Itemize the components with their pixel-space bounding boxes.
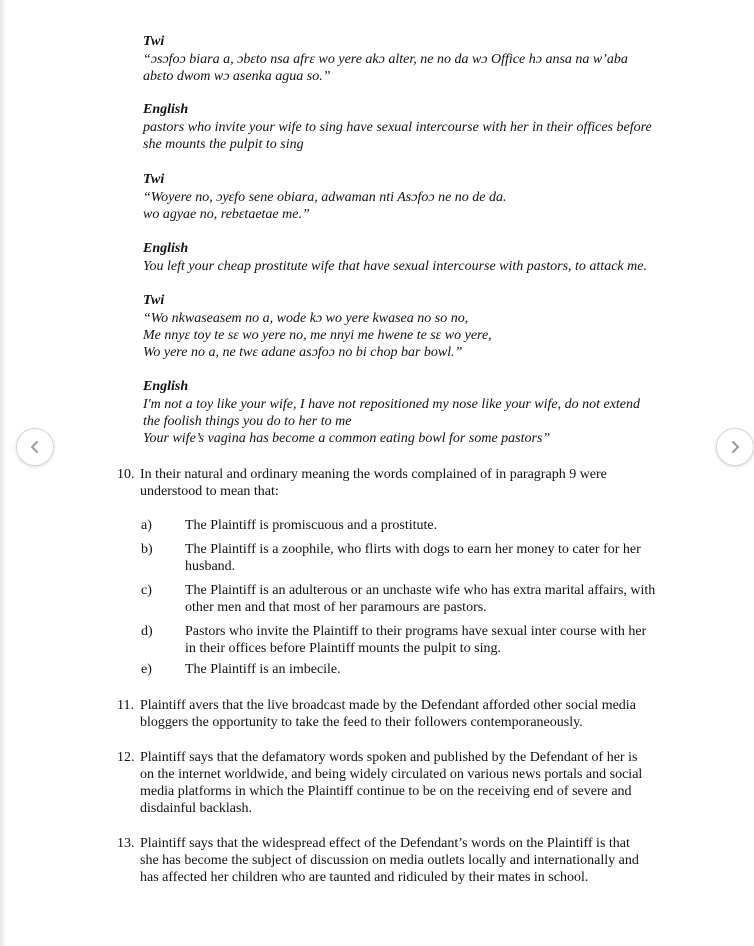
quote-line: Me nnyɛ toy te sɛ wo yere no, me nnyi me hwene te sɛ wo yere, xyxy=(143,328,492,343)
list-item xyxy=(185,623,680,657)
english-translation-2 xyxy=(143,240,683,275)
twi-label: Twi xyxy=(143,34,165,49)
list-item-line: The Plaintiff is promiscuous and a prostitute. xyxy=(185,518,438,533)
english-translation-3 xyxy=(143,378,683,447)
translation-line: the foolish things you do to her to me xyxy=(143,414,352,429)
list-item xyxy=(185,661,680,678)
list-item-line: Pastors who invite the Plaintiff to their programs have sexual inter course with her xyxy=(185,624,647,639)
paragraph-line: Plaintiff says that the widespread effect of the Defendant’s words on the Plaintiff is that xyxy=(140,836,630,851)
chevron-left-icon xyxy=(28,440,42,454)
list-item-line: The Plaintiff is an imbecile. xyxy=(185,662,341,677)
list-item xyxy=(185,541,680,575)
quote-line: wo agyae no, rebɛtaetae me.” xyxy=(143,207,310,222)
list-item xyxy=(185,517,680,534)
english-label: English xyxy=(143,102,189,117)
twi-label: Twi xyxy=(143,293,165,308)
paragraph-line: In their natural and ordinary meaning the words complained of in paragraph 9 were xyxy=(140,467,607,482)
paragraph-number: 11. xyxy=(117,698,134,713)
list-marker: a) xyxy=(141,518,152,533)
quote-line: “Woyere no, ɔyɛfo sene obiara, adwaman nti Asɔfoɔ ne no de da. xyxy=(143,190,507,205)
list-marker: b) xyxy=(141,542,153,557)
previous-page-button[interactable] xyxy=(16,428,54,466)
paragraph-line: Plaintiff says that the defamatory words spoken and published by the Defendant of her is xyxy=(140,750,638,765)
english-label: English xyxy=(143,379,189,394)
translation-line: You left your cheap prostitute wife that have sexual intercourse with pastors, to attack me. xyxy=(143,259,647,274)
quote-line: Wo yere no a, ne twɛ adane asɔfoɔ no bi chop bar bowl.” xyxy=(143,345,463,360)
paragraph-line: media platforms in which the Plaintiff continue to be on the receiving end of severe and xyxy=(140,784,632,799)
paragraph-10 xyxy=(140,466,678,500)
page-edge xyxy=(0,0,6,946)
paragraph-line: bloggers the opportunity to take the feed to their followers contemporaneously. xyxy=(140,715,583,730)
list-item-line: The Plaintiff is an adulterous or an unchaste wife who has extra marital affairs, with xyxy=(185,583,656,598)
paragraph-line: she has become the subject of discussion on media outlets locally and internationally and xyxy=(140,853,639,868)
list-item-line: The Plaintiff is a zoophile, who flirts with dogs to earn her money to cater for her xyxy=(185,542,641,557)
chevron-right-icon xyxy=(728,440,742,454)
list-marker: d) xyxy=(141,624,153,639)
english-translation-1 xyxy=(143,101,683,153)
twi-quote-3 xyxy=(143,292,683,361)
translation-line: I'm not a toy like your wife, I have not repositioned my nose like your wife, do not extend xyxy=(143,397,641,412)
quote-line: “Wo nkwaseasem no a, wode kɔ wo yere kwasea no so no, xyxy=(143,311,469,326)
list-item-line: in their offices before Plaintiff mounts the pulpit to sing. xyxy=(185,641,501,656)
paragraph-13 xyxy=(140,835,678,886)
twi-quote-1 xyxy=(143,33,683,85)
list-marker: c) xyxy=(141,583,152,598)
paragraph-line: understood to mean that: xyxy=(140,484,279,499)
translation-line: pastors who invite your wife to sing have sexual intercourse with her in their offices before xyxy=(143,120,652,135)
paragraph-line: disdainful backlash. xyxy=(140,801,252,816)
paragraph-12 xyxy=(140,749,678,817)
quote-line: abɛto dwom wɔ asenka agua so.” xyxy=(143,69,331,84)
next-page-button[interactable] xyxy=(716,428,754,466)
twi-quote-2 xyxy=(143,171,683,223)
english-label: English xyxy=(143,241,189,256)
paragraph-11 xyxy=(140,697,678,731)
list-item-line: other men and that most of her paramours are pastors. xyxy=(185,600,487,615)
paragraph-line: Plaintiff avers that the live broadcast made by the Defendant afforded other social media xyxy=(140,698,636,713)
twi-label: Twi xyxy=(143,172,165,187)
paragraph-number: 13. xyxy=(117,836,135,851)
paragraph-line: on the internet worldwide, and being widely circulated on various news portals and social xyxy=(140,767,643,782)
quote-line: “ɔsɔfoɔ biara a, ɔbɛto nsa afrɛ wo yere akɔ alter, ne no da wɔ Office hɔ ansa na w’aba xyxy=(143,52,628,67)
list-marker: e) xyxy=(141,662,152,677)
list-item-line: husband. xyxy=(185,559,236,574)
translation-line: she mounts the pulpit to sing xyxy=(143,137,304,152)
paragraph-number: 12. xyxy=(117,750,135,765)
list-item xyxy=(185,582,680,616)
paragraph-number: 10. xyxy=(117,467,135,482)
paragraph-line: has affected her children who are taunted and ridiculed by their mates in school. xyxy=(140,870,589,885)
translation-line: Your wife’s vagina has become a common eating bowl for some pastors” xyxy=(143,431,551,446)
